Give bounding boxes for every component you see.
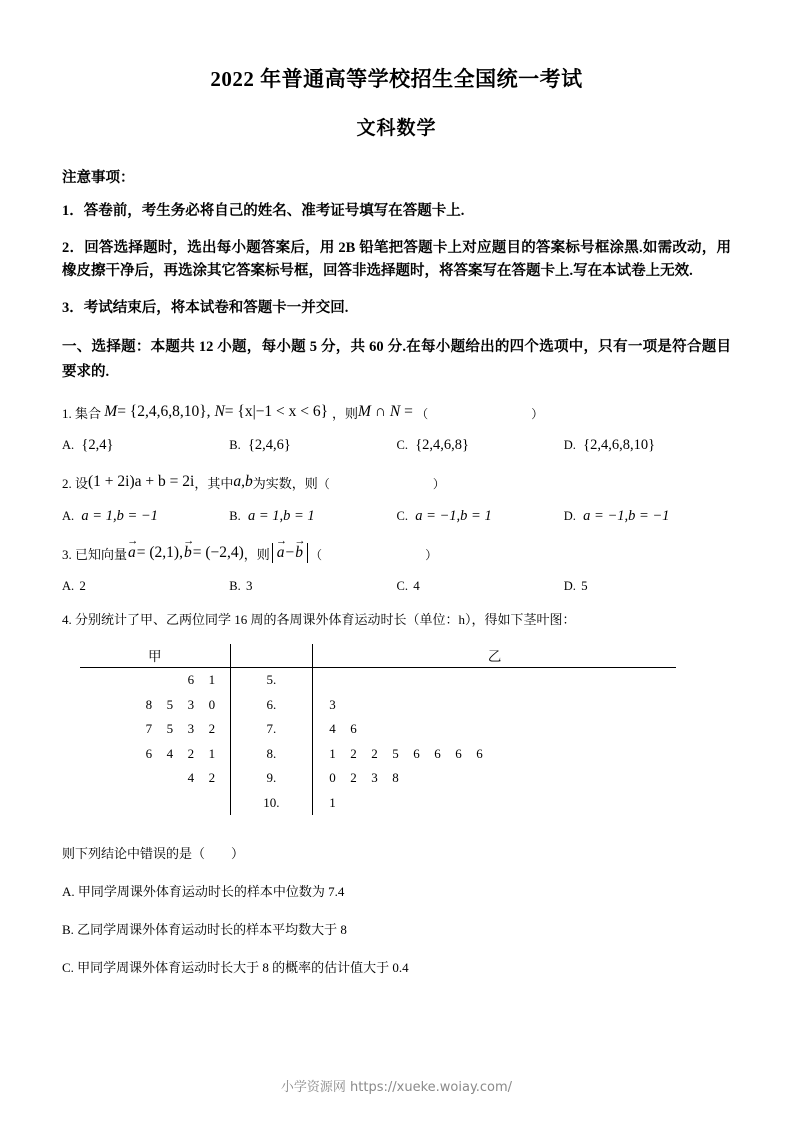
- page-subtitle: 文科数学: [356, 118, 437, 140]
- option-1-B-label: B.: [229, 438, 241, 453]
- intersection-icon: ∩: [374, 402, 386, 420]
- option-3-C-text: 4: [413, 578, 420, 594]
- option-2-D-label: D.: [563, 508, 576, 523]
- table-row: [80, 741, 676, 766]
- option-3-D-text: 5: [581, 578, 588, 594]
- row-5-right-leaves: 1: [313, 790, 676, 815]
- abs-vector-b: b →: [294, 544, 304, 561]
- question-2-options: [62, 508, 731, 525]
- option-3-A[interactable]: [62, 578, 229, 594]
- question-4-stem: 4. 分别统计了甲、乙两位同学 16 周的各周课外体育运动时长（单位：h），得如下茎叶图：: [62, 612, 576, 628]
- question-1-expression: [358, 403, 413, 420]
- question-2-variables: a,b: [233, 473, 253, 491]
- question-1: [62, 400, 731, 424]
- table-row: [80, 717, 676, 742]
- option-2-C-text: a = −1,b = 1: [415, 507, 492, 524]
- row-5-stem: 10.: [230, 790, 313, 815]
- question-2: [62, 470, 731, 494]
- vector-b-symbol: b →: [183, 544, 193, 561]
- option-4-C[interactable]: C. 甲同学周课外体育运动时长大于 8 的概率的估计值大于 0.4: [62, 959, 409, 975]
- row-3-left-leaves: 6 4 2 1: [145, 745, 216, 761]
- question-3-lead: 已知向量: [75, 546, 128, 562]
- question-1-options: [62, 437, 731, 454]
- page-title: 2022 年普通高等学校招生全国统一考试: [210, 67, 583, 91]
- notice-item-1: 1．答卷前，考生务必将自己的姓名、准考证号填写在答题卡上.: [62, 203, 465, 220]
- option-1-D-text: {2,4,6,8,10}: [583, 437, 656, 454]
- question-2-mid2: 为实数，则: [252, 476, 318, 492]
- option-1-D-label: D.: [563, 438, 576, 453]
- option-1-B[interactable]: [229, 437, 396, 454]
- watermark: 小学资源网 https://xueke.woiay.com/: [280, 1080, 513, 1095]
- question-3-number: 3.: [62, 546, 72, 562]
- option-2-A[interactable]: [62, 508, 229, 525]
- question-3-vectors: [127, 544, 244, 561]
- option-2-D-text: a = −1,b = −1: [583, 507, 670, 524]
- question-3-options: [62, 578, 731, 594]
- question-3-magnitude: [270, 544, 310, 561]
- m-symbol-tail: M: [358, 402, 371, 420]
- row-3-right-leaves: 1 2 2 5 6 6 6 6: [313, 741, 676, 766]
- question-3-stem: [62, 541, 731, 565]
- notice-heading: 注意事项：: [62, 170, 135, 187]
- stem-and-leaf-table: [80, 644, 676, 815]
- option-1-A[interactable]: [62, 437, 229, 454]
- option-3-A-label: A.: [62, 579, 75, 594]
- notice-item-2: 2．回答选择题时，选出每小题答案后，用 2B 铅笔把答题卡上对应题目的答案标号框涂黑.如需改动，用橡皮擦干净后，再选涂其它答案标号框，回答非选择题时，将答案写在答题卡上.写在本试卷上无效.: [62, 239, 731, 280]
- header-right-student: 乙: [313, 644, 676, 668]
- option-2-C-label: C.: [396, 508, 408, 523]
- set-m-symbol: M: [104, 402, 118, 420]
- option-1-C-label: C.: [396, 438, 408, 453]
- row-4-left-leaves: 4 2: [187, 770, 216, 786]
- question-2-mid: ，其中: [194, 476, 234, 492]
- vector-b-coords: = (−2,4): [192, 543, 244, 561]
- set-n-symbol: N: [214, 402, 225, 420]
- option-3-C-label: C.: [396, 579, 408, 594]
- table-row: [80, 667, 676, 692]
- equals-sign: =: [404, 402, 413, 420]
- option-1-A-text: {2,4}: [81, 437, 114, 454]
- question-3-answer-blank[interactable]: （ ）: [310, 547, 464, 562]
- option-2-C[interactable]: [397, 508, 564, 525]
- option-3-D[interactable]: [564, 578, 731, 594]
- abs-minus-sign: −: [285, 543, 295, 561]
- row-1-right-leaves: 3: [313, 692, 676, 717]
- absolute-value-bars: [272, 543, 308, 563]
- row-4-right-leaves: 0 2 3 8: [313, 766, 676, 791]
- vector-a-coords: = (2,1),: [136, 543, 183, 561]
- option-3-A-text: 2: [79, 578, 86, 594]
- option-1-B-text: {2,4,6}: [247, 437, 291, 454]
- row-4-stem: 9.: [230, 766, 313, 791]
- option-4-B[interactable]: B. 乙同学周课外体育运动时长的样本平均数大于 8: [62, 921, 347, 937]
- option-1-C-text: {2,4,6,8}: [415, 437, 470, 454]
- vector-a-symbol: a →: [127, 544, 137, 561]
- question-2-lead: 设: [75, 476, 89, 492]
- question-3-connector: ，则: [243, 546, 270, 562]
- header-left-student: 甲: [80, 644, 230, 668]
- question-2-number: 2.: [62, 476, 72, 492]
- header-stem-column: [230, 644, 313, 668]
- question-1-lead: 集合: [75, 405, 102, 421]
- option-3-D-label: D.: [563, 579, 576, 594]
- table-row: [80, 692, 676, 717]
- row-0-right-leaves: [313, 667, 676, 692]
- option-2-B-text: a = 1,b = 1: [247, 507, 315, 524]
- n-symbol-tail: N: [389, 402, 401, 420]
- section-heading: 一、选择题：本题共 12 小题，每小题 5 分，共 60 分.在每小题给出的四个选项中，只有一项是符合题目要求的.: [62, 339, 731, 380]
- question-2-answer-blank[interactable]: （ ）: [317, 477, 472, 492]
- question-1-math: [104, 403, 332, 420]
- question-1-stem: [62, 400, 731, 424]
- option-1-D[interactable]: [564, 437, 731, 454]
- stem-and-leaf-diagram: [80, 644, 676, 815]
- row-3-stem: 8.: [230, 741, 313, 766]
- question-2-equation: (1 + 2i)a + b = 2i: [88, 473, 195, 491]
- question-1-number: 1.: [62, 405, 72, 421]
- question-1-connector: ，则: [331, 405, 358, 421]
- option-3-B-text: 3: [245, 578, 253, 594]
- question-4-tail: 则下列结论中错误的是（ ）: [62, 845, 245, 861]
- option-2-B[interactable]: [229, 508, 396, 525]
- row-2-stem: 7.: [230, 717, 313, 742]
- option-2-D[interactable]: [564, 508, 731, 525]
- table-row: [80, 790, 676, 815]
- row-0-left-leaves: 6 1: [187, 672, 216, 688]
- row-0-stem: 5.: [230, 667, 313, 692]
- option-1-C[interactable]: [397, 437, 564, 454]
- option-2-A-label: A.: [62, 508, 75, 523]
- stem-and-leaf-header-row: [80, 644, 676, 668]
- option-4-A[interactable]: A. 甲同学周课外体育运动时长的样本中位数为 7.4: [62, 883, 345, 899]
- question-2-stem: [62, 470, 731, 494]
- row-1-stem: 6.: [230, 692, 313, 717]
- table-row: [80, 766, 676, 791]
- option-2-A-text: a = 1,b = −1: [81, 507, 158, 524]
- row-2-left-leaves: 7 5 3 2: [145, 721, 216, 737]
- option-2-B-label: B.: [229, 508, 241, 523]
- question-3: [62, 541, 731, 565]
- option-3-C[interactable]: [397, 578, 564, 594]
- row-5-left-leaves: [80, 790, 230, 815]
- set-n-value: = {x|−1 < x < 6}: [224, 402, 329, 420]
- option-3-B-label: B.: [229, 579, 241, 594]
- option-1-A-label: A.: [62, 438, 75, 453]
- notice-item-3: 3．考试结束后，将本试卷和答题卡一并交回.: [62, 299, 349, 316]
- question-1-answer-blank[interactable]: （ ）: [416, 406, 570, 421]
- abs-vector-a: a →: [276, 544, 286, 561]
- question-4: [62, 610, 731, 630]
- option-3-B[interactable]: [229, 578, 396, 594]
- row-1-left-leaves: 8 5 3 0: [145, 696, 216, 712]
- set-m-value: = {2,4,6,8,10},: [117, 402, 211, 420]
- row-2-right-leaves: 4 6: [313, 717, 676, 742]
